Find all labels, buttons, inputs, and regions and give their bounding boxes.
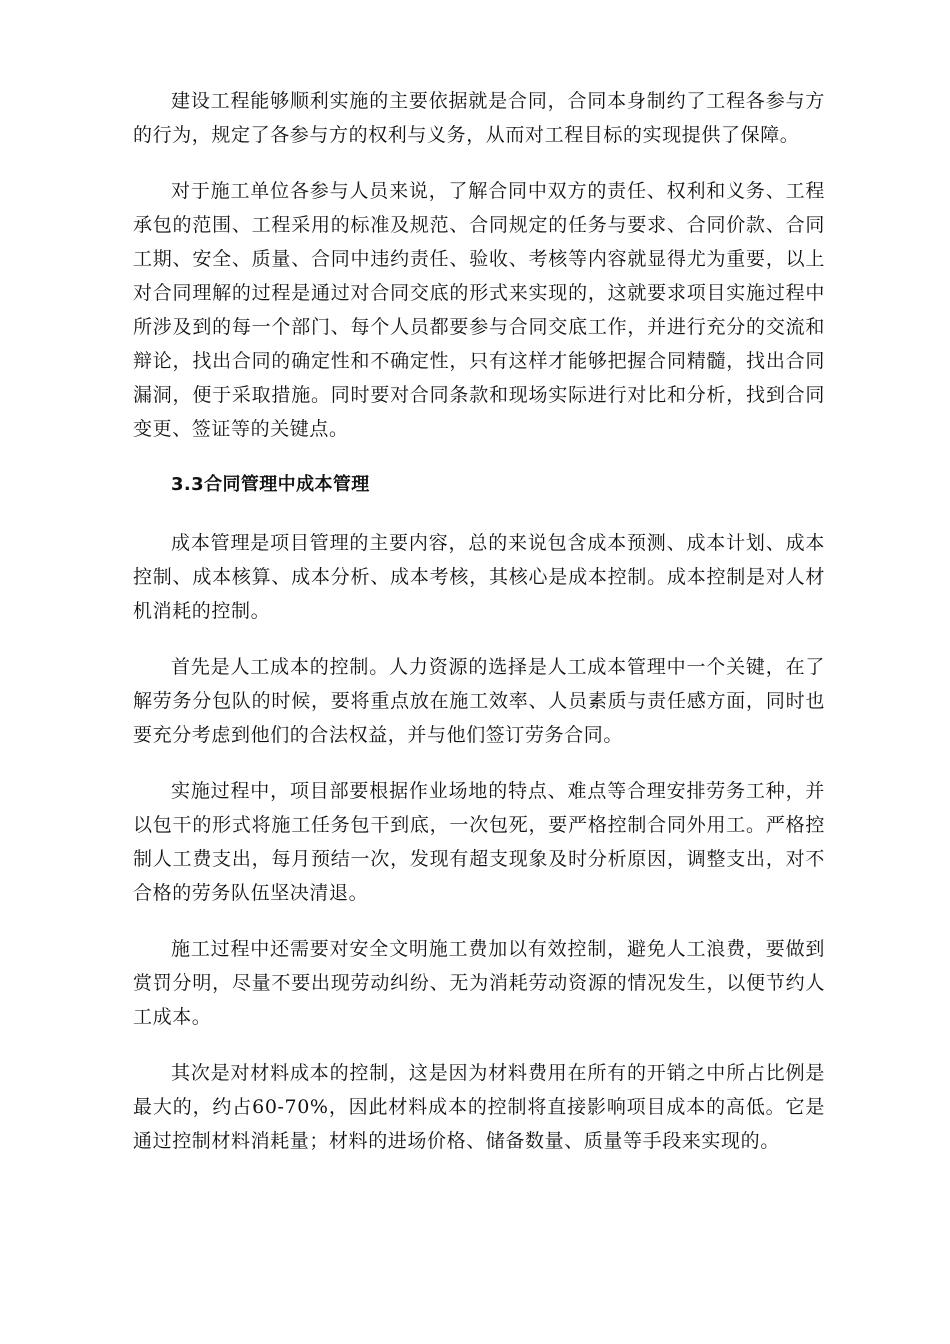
paragraph-labor-cost: 首先是人工成本的控制。人力资源的选择是人工成本管理中一个关键，在了解劳务分包队的时候，要将重点放在施工效率、人员素质与责任感方面，同时也要充分考虑到他们的合法权益，并与他们签订劳务合同。 — [133, 656, 825, 746]
paragraph-cost-management: 成本管理是项目管理的主要内容，总的来说包含成本预测、成本计划、成本控制、成本核算、成本分析、成本考核，其核心是成本控制。成本控制是对人材机消耗的控制。 — [133, 532, 825, 622]
paragraph-safety-cost: 施工过程中还需要对安全文明施工费加以有效控制，避免人工浪费，要做到赏罚分明，尽量不要出现劳动纠纷、无为消耗劳动资源的情况发生，以便节约人工成本。 — [133, 938, 825, 1028]
paragraph-contract-disclosure: 对于施工单位各参与人员来说，了解合同中双方的责任、权利和义务、工程承包的范围、工程采用的标准及规范、合同规定的任务与要求、合同价款、合同工期、安全、质量、合同中违约责任、验收、考核等内容就显得尤为重要，以上对合同理解的过程是通过对合同交底的形式来实现的，这就要求项目实施过程中所涉及到的每一个部门、每个人员都要参与合同交底工作，并进行充分的交流和辩论，找出合同的确定性和不确定性，只有这样才能够把握合同精髓，找出合同漏洞，便于采取措施。同时要对合同条款和现场实际进行对比和分析，找到合同变更、签证等的关键点。 — [133, 180, 825, 440]
document-body — [133, 84, 825, 1180]
section-heading: 3.3合同管理中成本管理 — [171, 474, 370, 495]
paragraph-implementation: 实施过程中，项目部要根据作业场地的特点、难点等合理安排劳务工种，并以包干的形式将施工任务包干到底，一次包死，要严格控制合同外用工。严格控制人工费支出，每月预结一次，发现有超支现象及时分析原因，调整支出，对不合格的劳务队伍坚决清退。 — [133, 780, 825, 904]
paragraph-contract-basis: 建设工程能够顺利实施的主要依据就是合同，合同本身制约了工程各参与方的行为，规定了各参与方的权利与义务，从而对工程目标的实现提供了保障。 — [133, 90, 825, 146]
paragraph-material-cost: 其次是对材料成本的控制，这是因为材料费用在所有的开销之中所占比例是最大的，约占60-70%，因此材料成本的控制将直接影响项目成本的高低。它是通过控制材料消耗量；材料的进场价格、储备数量、质量等手段来实现的。 — [133, 1062, 825, 1152]
